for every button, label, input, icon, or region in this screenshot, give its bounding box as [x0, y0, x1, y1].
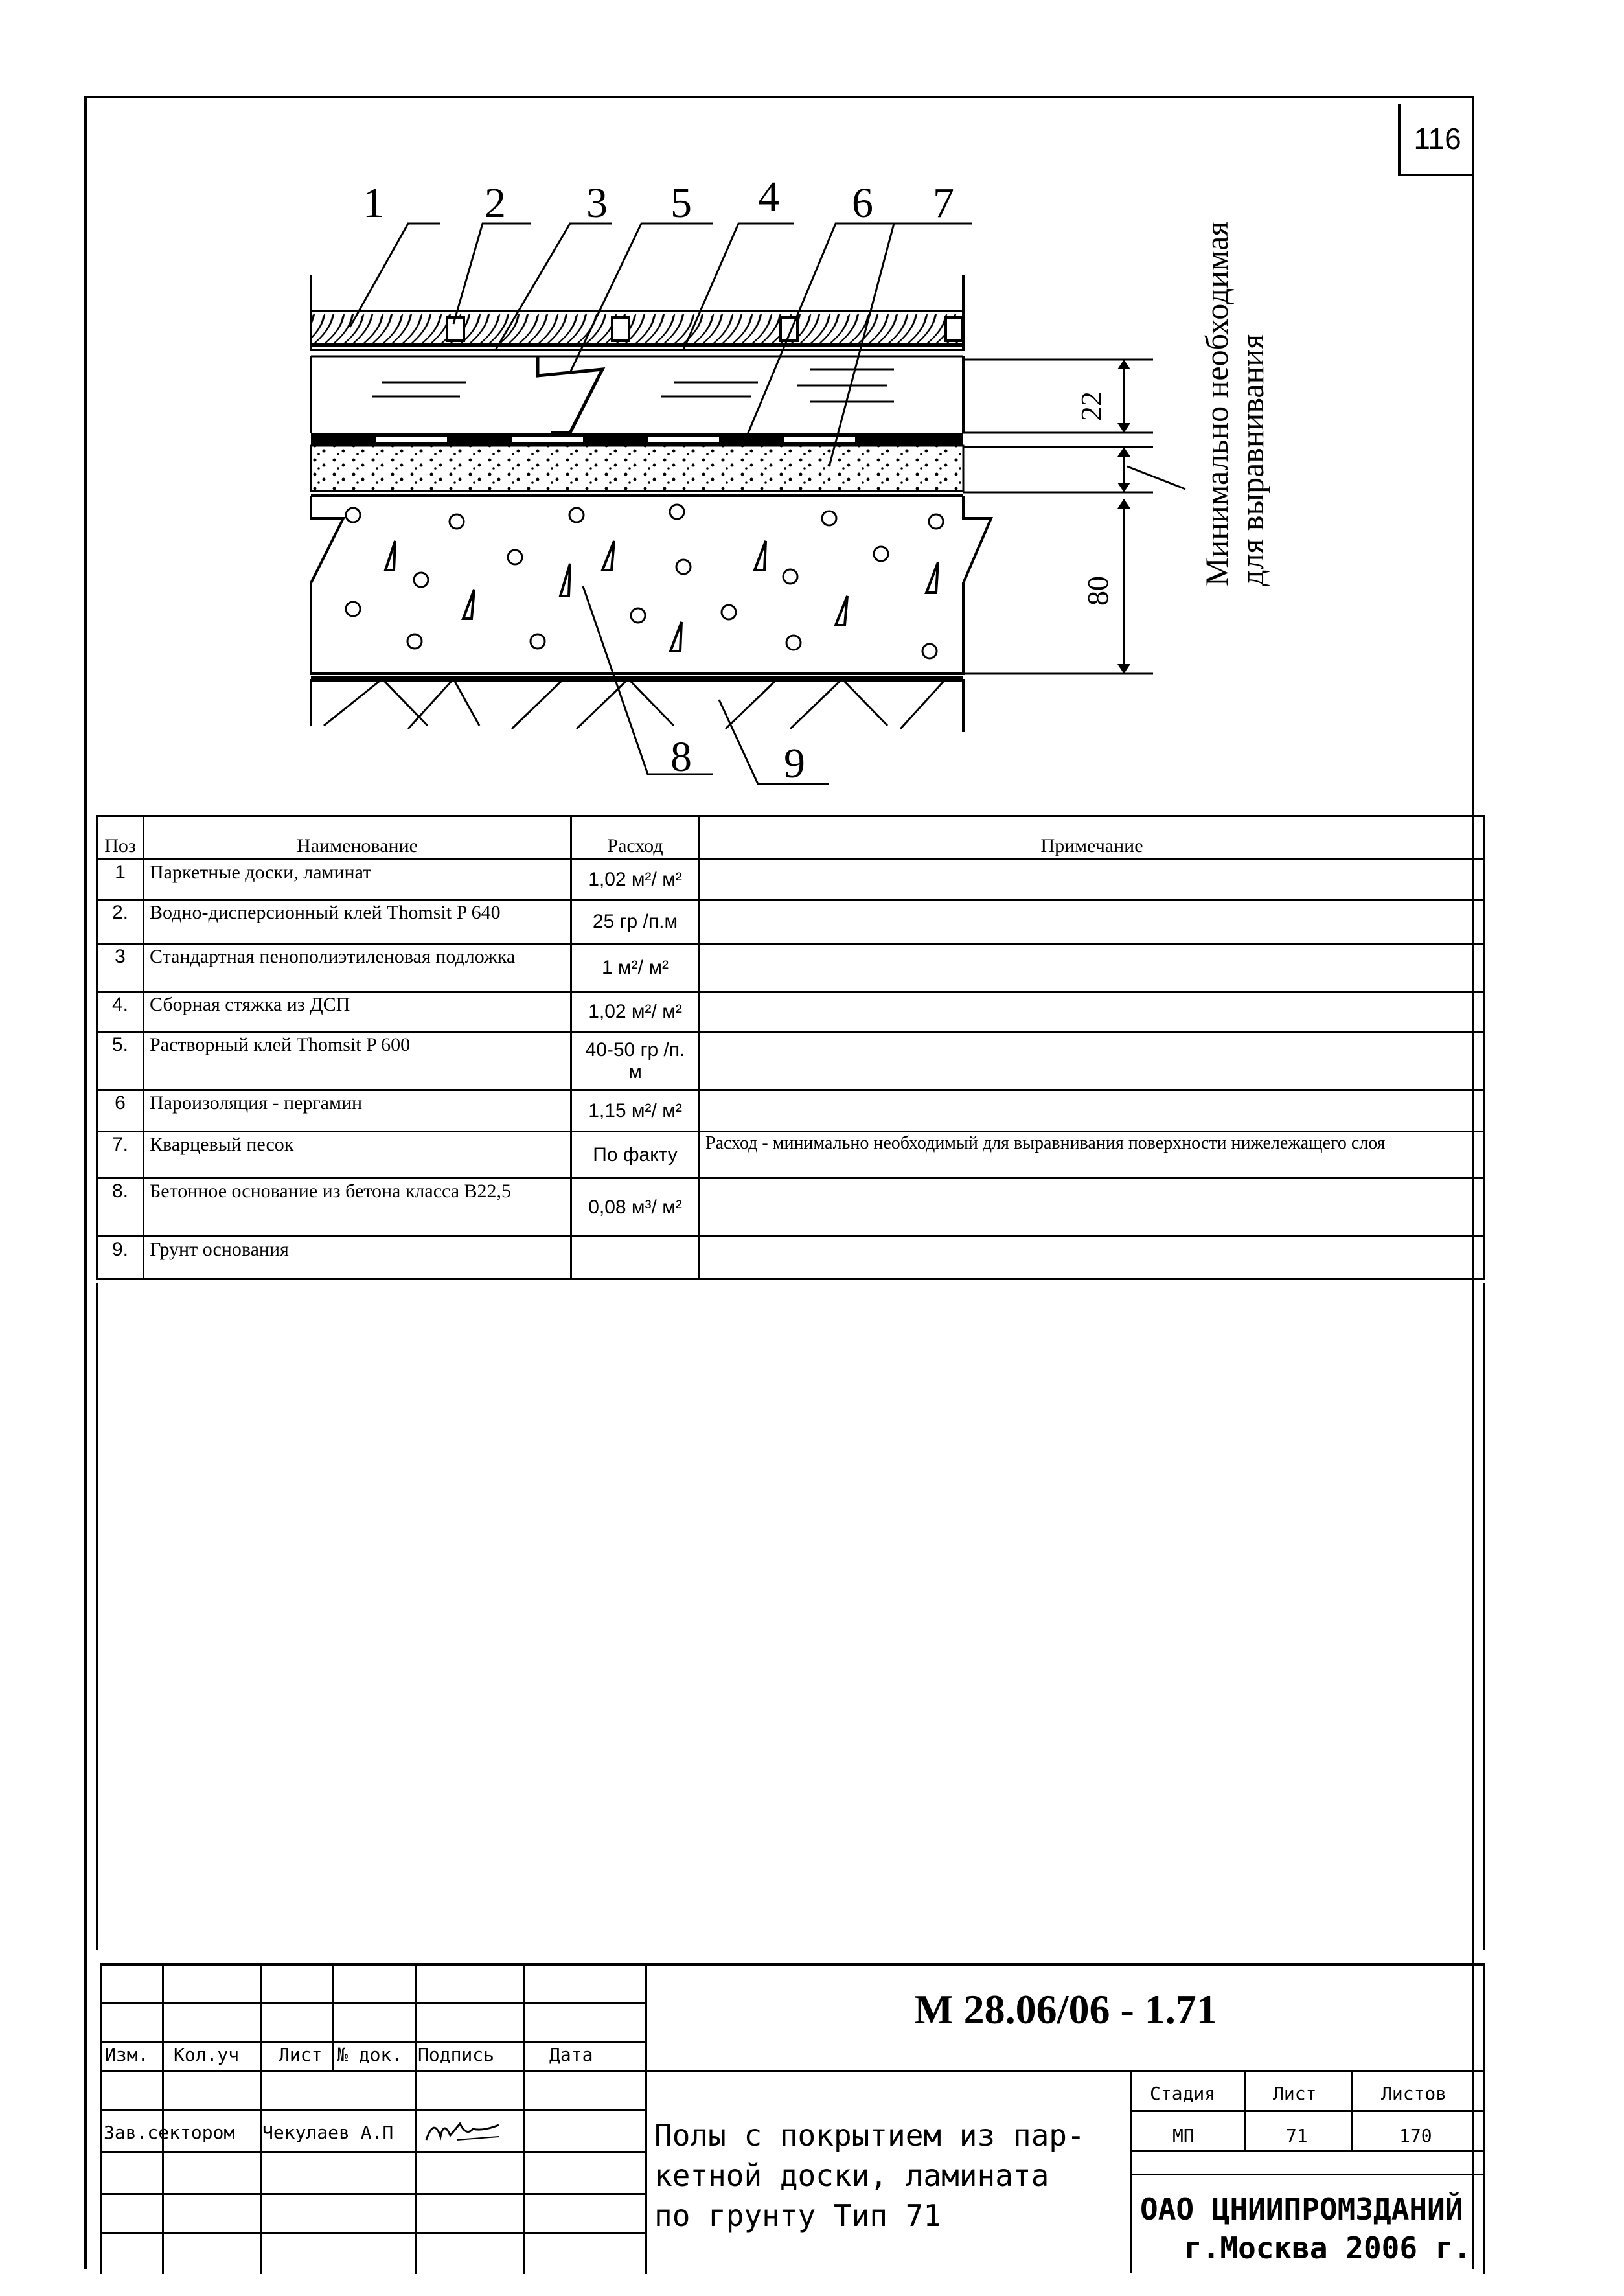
row-note — [700, 1090, 1485, 1132]
sand-layer — [311, 446, 963, 491]
row-pos: 8. — [97, 1178, 144, 1237]
row-note — [700, 992, 1485, 1032]
table-row — [97, 1178, 1485, 1237]
row-note — [700, 944, 1485, 992]
row-rate: 0,08 м³/ м² — [571, 1178, 700, 1237]
callout-6: 6 — [852, 179, 873, 227]
organization-city-year: г.Москва 2006 г. — [1184, 2231, 1472, 2266]
table-row — [97, 860, 1485, 900]
row-rate: 1,15 м²/ м² — [571, 1090, 700, 1132]
row-pos: 2. — [97, 900, 144, 944]
side-note-line1: Минимально необходимая — [1198, 221, 1235, 586]
row-name: Паркетные доски, ламинат — [144, 860, 571, 900]
sheet-value: 71 — [1286, 2125, 1308, 2146]
role-label: Зав.сектором — [104, 2122, 235, 2143]
col-signature: Подпись — [418, 2044, 495, 2065]
table-row — [97, 1032, 1485, 1090]
sheets-value: 170 — [1399, 2125, 1432, 2146]
stage-value: МП — [1172, 2125, 1195, 2146]
callout-5: 5 — [670, 179, 692, 227]
specification-table — [96, 815, 1485, 1280]
row-pos: 5. — [97, 1032, 144, 1090]
table-row — [97, 944, 1485, 992]
row-name: Растворный клей Thomsit P 600 — [144, 1032, 571, 1090]
callout-2: 2 — [485, 179, 506, 227]
sheet-number: 116 — [1398, 104, 1474, 176]
frame-left-rule — [96, 1283, 98, 1950]
row-rate: 1 м²/ м² — [571, 944, 700, 992]
callout-8: 8 — [670, 733, 692, 781]
row-name: Сборная стяжка из ДСП — [144, 992, 571, 1032]
document-code: М 28.06/06 - 1.71 — [914, 1986, 1217, 2032]
sheets-label: Листов — [1381, 2083, 1447, 2104]
row-note — [700, 1178, 1485, 1237]
row-note — [700, 900, 1485, 944]
floor-section-drawing — [0, 0, 1624, 810]
callout-1: 1 — [363, 179, 384, 227]
table-row — [97, 900, 1485, 944]
row-note — [700, 1032, 1485, 1090]
row-pos: 7. — [97, 1132, 144, 1178]
row-name: Стандартная пенополиэтиленовая подложка — [144, 944, 571, 992]
row-pos: 4. — [97, 992, 144, 1032]
col-date: Дата — [549, 2044, 593, 2065]
row-rate: 40-50 гр /п. м — [571, 1032, 700, 1090]
frame-right-rule — [1483, 1283, 1485, 1950]
col-kol-uch: Кол.уч — [174, 2044, 240, 2065]
col-izm: Изм. — [105, 2044, 149, 2065]
row-name: Водно-дисперсионный клей Thomsit P 640 — [144, 900, 571, 944]
callout-3: 3 — [586, 179, 608, 227]
row-pos: 6 — [97, 1090, 144, 1132]
row-note: Расход - минимально необходимый для выравнивания поверхности нижележащего слоя — [700, 1132, 1485, 1178]
header-name: Наименование — [144, 816, 571, 860]
organization-name: ОАО ЦНИИПРОМЗДАНИЙ — [1140, 2192, 1463, 2227]
dimension-22: 22 — [1075, 391, 1108, 421]
row-rate: 1,02 м²/ м² — [571, 992, 700, 1032]
row-note — [700, 860, 1485, 900]
table-row — [97, 1237, 1485, 1280]
row-rate: 1,02 м²/ м² — [571, 860, 700, 900]
row-rate: По факту — [571, 1132, 700, 1178]
table-row — [97, 1132, 1485, 1178]
row-name: Бетонное основание из бетона класса В22,5 — [144, 1178, 571, 1237]
stage-label: Стадия — [1150, 2083, 1216, 2104]
side-note-line2: для выравнивания — [1234, 334, 1270, 586]
col-doc-no: № док. — [337, 2044, 403, 2065]
row-rate: 25 гр /п.м — [571, 900, 700, 944]
col-list: Лист — [279, 2044, 323, 2065]
signature — [421, 2111, 505, 2150]
callout-9: 9 — [784, 740, 805, 787]
callout-4: 4 — [758, 173, 779, 220]
table-row — [97, 1090, 1485, 1132]
row-name: Кварцевый песок — [144, 1132, 571, 1178]
dimension-80: 80 — [1081, 576, 1114, 606]
row-rate — [571, 1237, 700, 1280]
row-pos: 3 — [97, 944, 144, 992]
table-row — [97, 992, 1485, 1032]
header-rate: Расход — [571, 816, 700, 860]
row-pos: 9. — [97, 1237, 144, 1280]
row-pos: 1 — [97, 860, 144, 900]
sheet-label: Лист — [1273, 2083, 1317, 2104]
callout-7: 7 — [933, 179, 954, 227]
row-name: Пароизоляция - пергамин — [144, 1090, 571, 1132]
header-pos: Поз — [97, 816, 144, 860]
person-name: Чекулаев А.П — [262, 2122, 394, 2143]
table-header — [97, 816, 1485, 860]
row-name: Грунт основания — [144, 1237, 571, 1280]
header-note: Примечание — [700, 816, 1485, 860]
row-note — [700, 1237, 1485, 1280]
document-title: Полы с покрытием из пар- кетной доски, ламината по грунту Тип 71 — [654, 2118, 1085, 2233]
